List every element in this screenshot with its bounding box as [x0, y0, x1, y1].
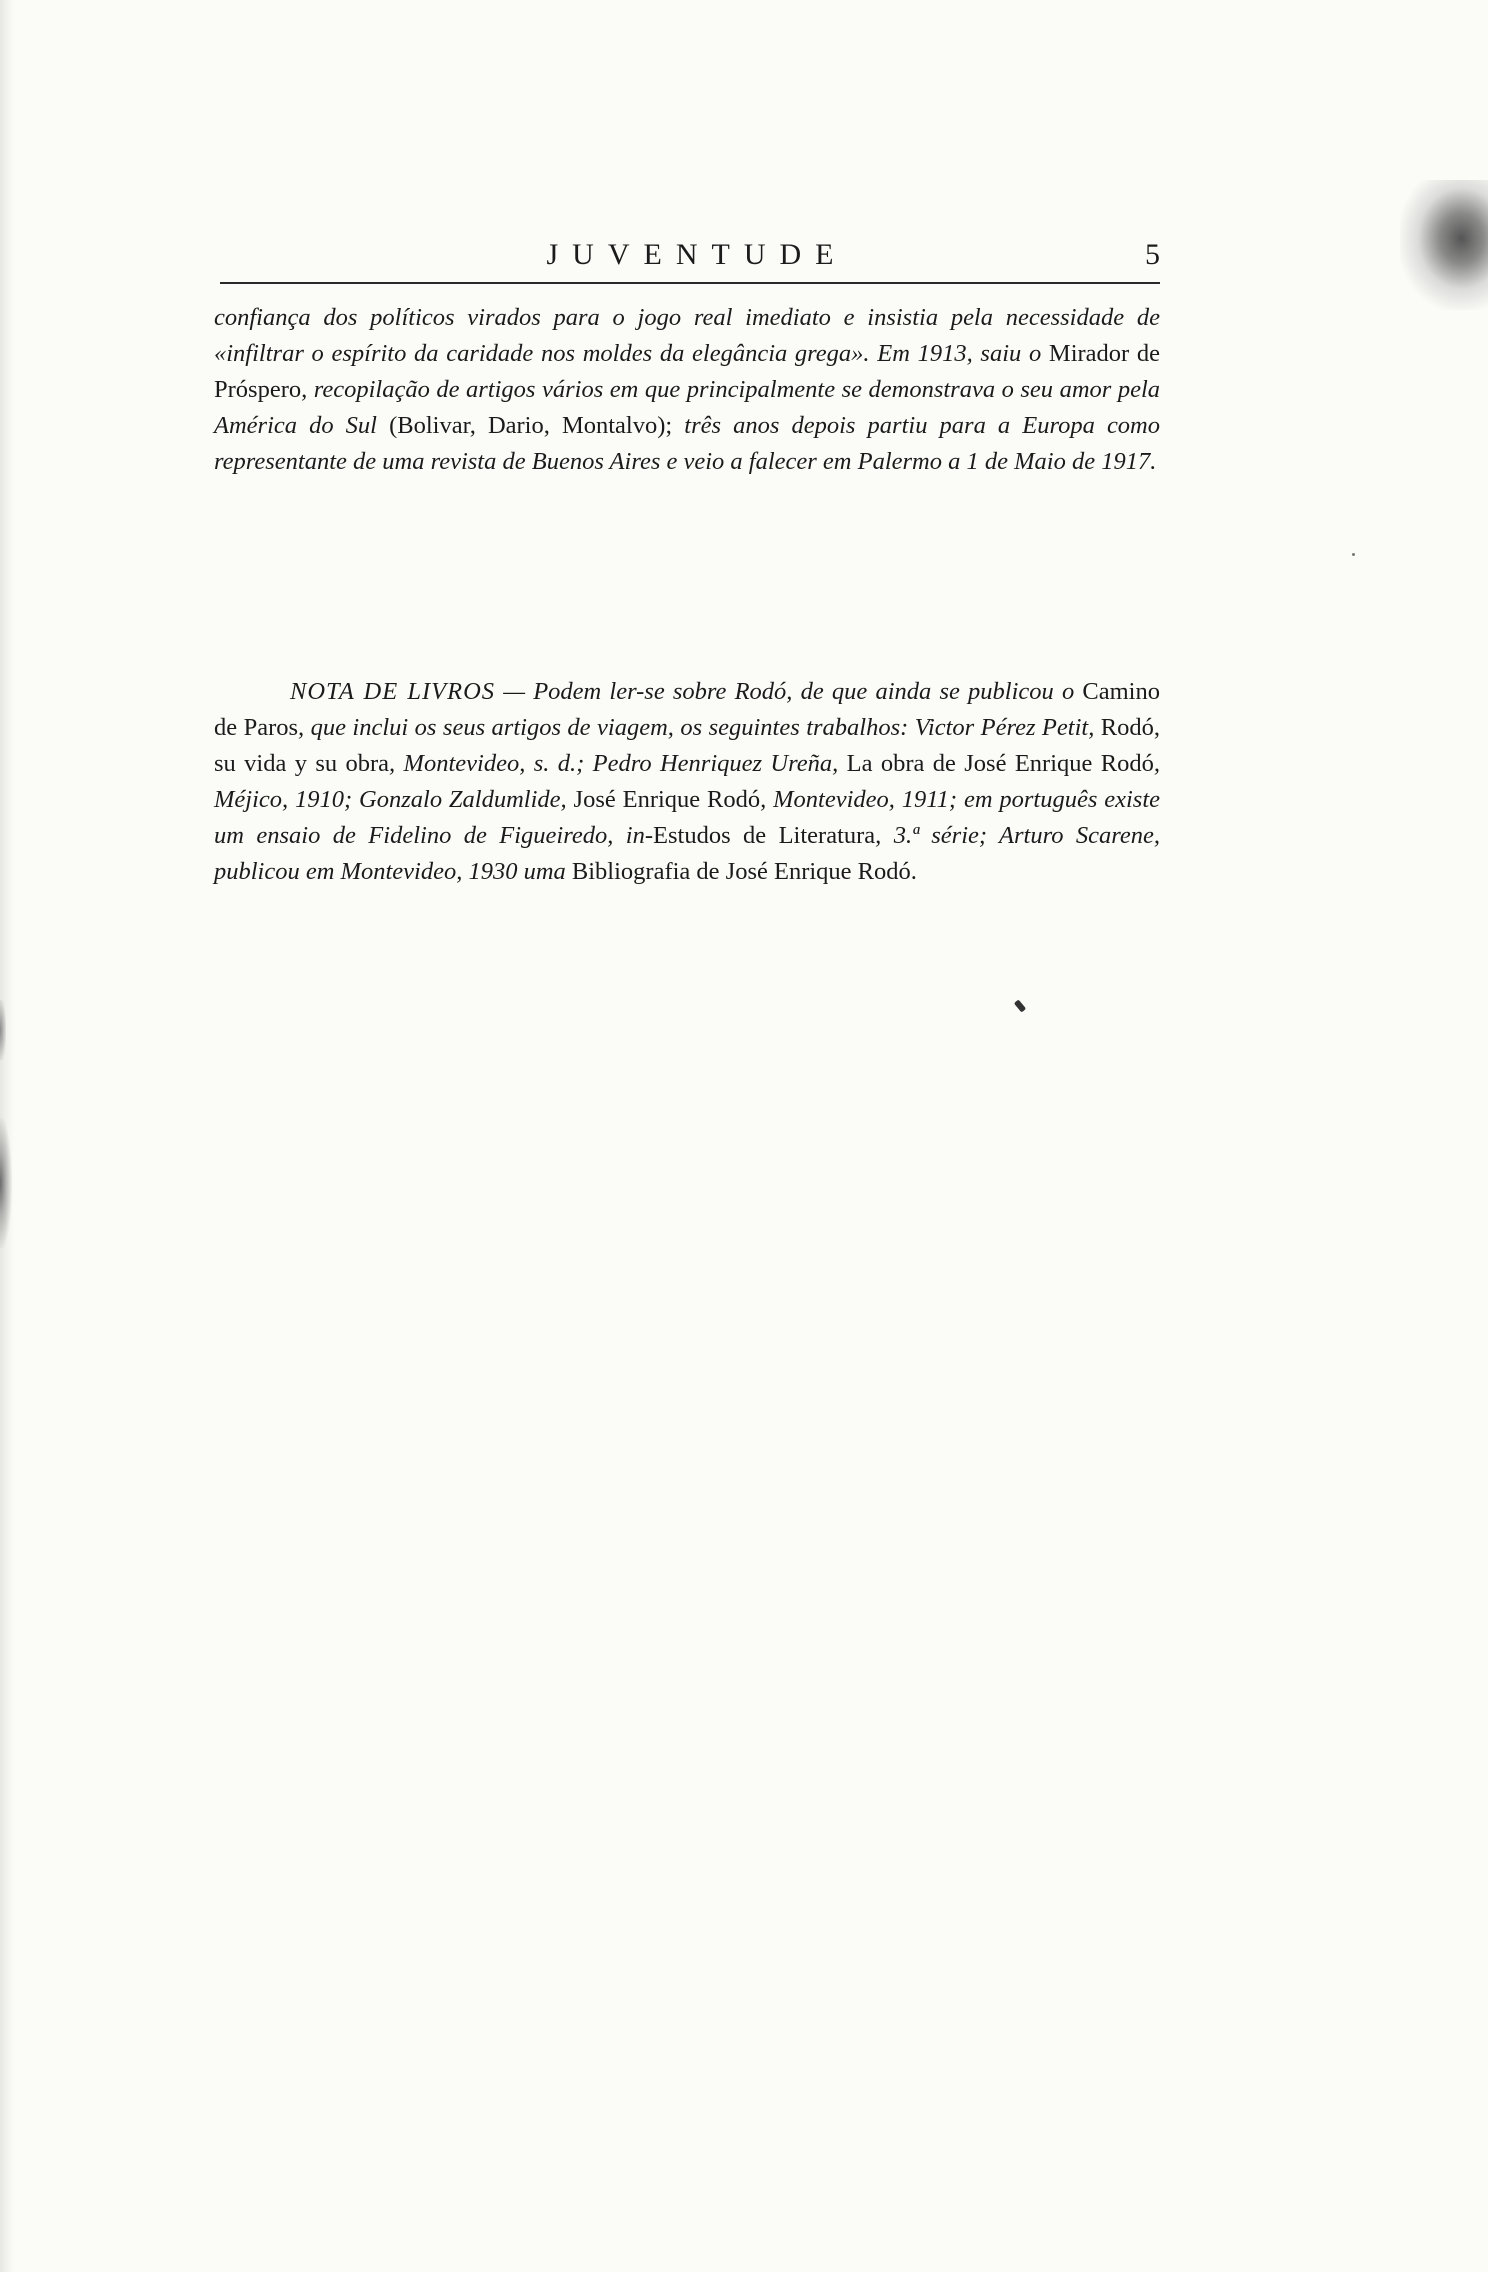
running-title: JUVENTUDE [546, 238, 848, 271]
paragraph-1 [214, 300, 1160, 480]
text-run-roman: Rodó, su vida y su obra [214, 714, 1160, 777]
text-run-roman: La obra de José Enrique Rodó [846, 750, 1154, 777]
stray-ink-mark [1014, 999, 1026, 1012]
text-run: , Méjico, 1910; Gonzalo Zaldumlide, [214, 750, 1160, 813]
scan-smudge [1400, 180, 1488, 310]
text-run: , recopilação de artigos vários em que principalmente se demonstrava o seu amor pela América do Sul [214, 376, 1160, 439]
text-run: , 3.ª série; Arturo Scarene, publicou em Montevideo, 1930 uma [214, 822, 1161, 885]
stray-ink-dot [1352, 553, 1355, 556]
header-rule [220, 282, 1160, 284]
text-run: , Montevideo, 1911; em português existe um ensaio de Fidelino de Figueiredo, in- [214, 786, 1161, 849]
paragraph-2 [214, 674, 1160, 890]
text-run-roman: Estudos de Literatura [653, 822, 876, 849]
section-lead: NOTA DE LIVROS [290, 678, 496, 705]
scan-mark [0, 1000, 6, 1060]
scan-mark [0, 1118, 12, 1248]
page-number: 5 [1145, 238, 1160, 271]
text-run-roman: (Bolivar, Dario, Montalvo); [389, 412, 673, 439]
text-run-roman: José Enrique Rodó [573, 786, 761, 813]
text-run: , Montevideo, s. d.; Pedro Henriquez Ureña, [389, 750, 847, 777]
text-run-roman: Camino de Paros [214, 678, 1160, 741]
text-run: , que inclui os seus artigos de viagem, os seguintes trabalhos: Victor Pérez Petit, [298, 714, 1101, 741]
text-run: três anos depois partiu para a Europa como representante de uma revista de Buenos Aires e veio a falecer em Palermo a 1 de Maio de 1917. [214, 412, 1161, 475]
text-run-roman: . [910, 858, 917, 885]
text-run: — Podem ler-se sobre Rodó, de que ainda se publicou o [495, 678, 1083, 705]
text-run-roman: Mirador de Próspero [214, 340, 1161, 403]
text-run: confiança dos políticos virados para o jogo real imediato e insistia pela necessidade de «infiltrar o espírito da caridade nos moldes da elegância grega». [214, 304, 1160, 367]
page-header [220, 238, 1160, 280]
text-run: Em 1913, saiu o [877, 340, 1049, 367]
text-run-roman: Bibliografia de José Enrique Rodó [571, 858, 911, 885]
